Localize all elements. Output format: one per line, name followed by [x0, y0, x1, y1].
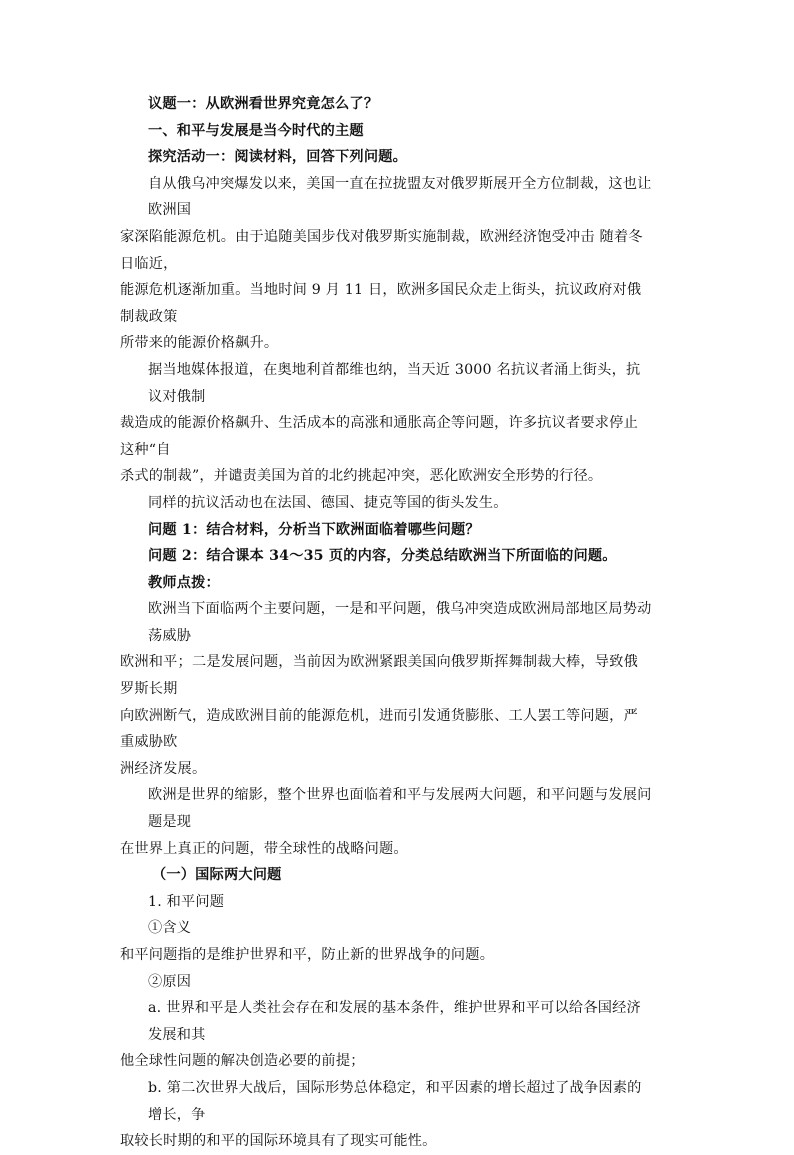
reason-a — [120, 995, 652, 1075]
text-line: 洲经济发展。 — [120, 760, 207, 777]
text-line: 欧洲和平；二是发展问题，当前因为欧洲紧跟美国向俄罗斯挥舞制裁大棒，导致俄罗斯长期 — [120, 654, 638, 698]
activity-heading: 探究活动一：阅读材料，回答下列问题。 — [148, 149, 407, 166]
text-line: 他全球性问题的解决创造必要的前提； — [120, 1053, 365, 1070]
text-line: 在世界上真正的问题，带全球性的战略问题。 — [120, 840, 408, 857]
material-paragraph-1 — [120, 171, 652, 357]
topic-title: 议题一：从欧洲看世界究竟怎么了？ — [148, 96, 379, 112]
text-line: b. 第二次世界大战后，国际形势总体稳定，和平因素的增长超过了战争因素的增长，争 — [148, 1079, 642, 1123]
item-heading: 1. 和平问题 — [148, 893, 225, 910]
tip-paragraph-1 — [120, 596, 652, 782]
text-line: 取较长时期的和平的国际环境具有了现实可能性。 — [120, 1133, 437, 1150]
text-line: 裁造成的能源价格飙升、生活成本的高涨和通胀高企等问题，许多抗议者要求停止这种“自 — [120, 415, 638, 458]
text-line: 向欧洲断气，造成欧洲目前的能源危机，进而引发通货膨胀、工人罢工等问题，严重威胁欧 — [120, 707, 638, 751]
section-heading: 一、和平与发展是当今时代的主题 — [148, 122, 364, 139]
item-subheading-meaning: ①含义 — [148, 920, 192, 937]
question-1: 问题 1：结合材料，分析当下欧洲面临着哪些问题？ — [148, 521, 480, 538]
material-paragraph-2 — [120, 357, 652, 490]
text-line: 欧洲当下面临两个主要问题，一是和平问题，俄乌冲突造成欧洲局部地区局势动荡威胁 — [148, 601, 652, 644]
text-line: 欧洲是世界的缩影，整个世界也面临着和平与发展两大问题，和平问题与发展问题是现 — [148, 787, 652, 831]
text-line: 自从俄乌冲突爆发以来，美国一直在拉拢盟友对俄罗斯展开全方位制裁，这也让欧洲国 — [148, 175, 652, 219]
text-line: 能源危机逐渐加重。当地时间 9 月 11 日，欧洲多国民众走上街头，抗议政府对俄制裁政策 — [120, 282, 642, 325]
text-line: 杀式的制裁”，并谴责美国为首的北约挑起冲突，恶化欧洲安全形势的行径。 — [120, 468, 603, 485]
text-line: 据当地媒体报道，在奥地利首都维也纳，当天近 3000 名抗议者涌上街头，抗议对俄制 — [148, 361, 641, 405]
meaning-text: 和平问题指的是维护世界和平，防止新的世界战争的问题。 — [120, 947, 495, 963]
text-line: 家深陷能源危机。由于追随美国步伐对俄罗斯实施制裁，欧洲经济饱受冲击 随着冬日临近， — [120, 228, 643, 272]
item-subheading-reason: ②原因 — [148, 973, 192, 990]
material-paragraph-3: 同样的抗议活动也在法国、德国、捷克等国的街头发生。 — [148, 494, 508, 511]
reason-b — [120, 1075, 652, 1155]
question-2: 问题 2：结合课本 34～35 页的内容，分类总结欧洲当下所面临的问题。 — [148, 548, 617, 565]
teacher-tip-heading: 教师点拨： — [148, 574, 220, 591]
document-body — [120, 91, 652, 1155]
text-line: 所带来的能源价格飙升。 — [120, 335, 279, 352]
tip-paragraph-2 — [120, 782, 652, 862]
text-line: a. 世界和平是人类社会存在和发展的基本条件，维护世界和平可以给各国经济发展和其 — [148, 1000, 641, 1043]
subsection-heading: （一）国际两大问题 — [152, 867, 282, 884]
